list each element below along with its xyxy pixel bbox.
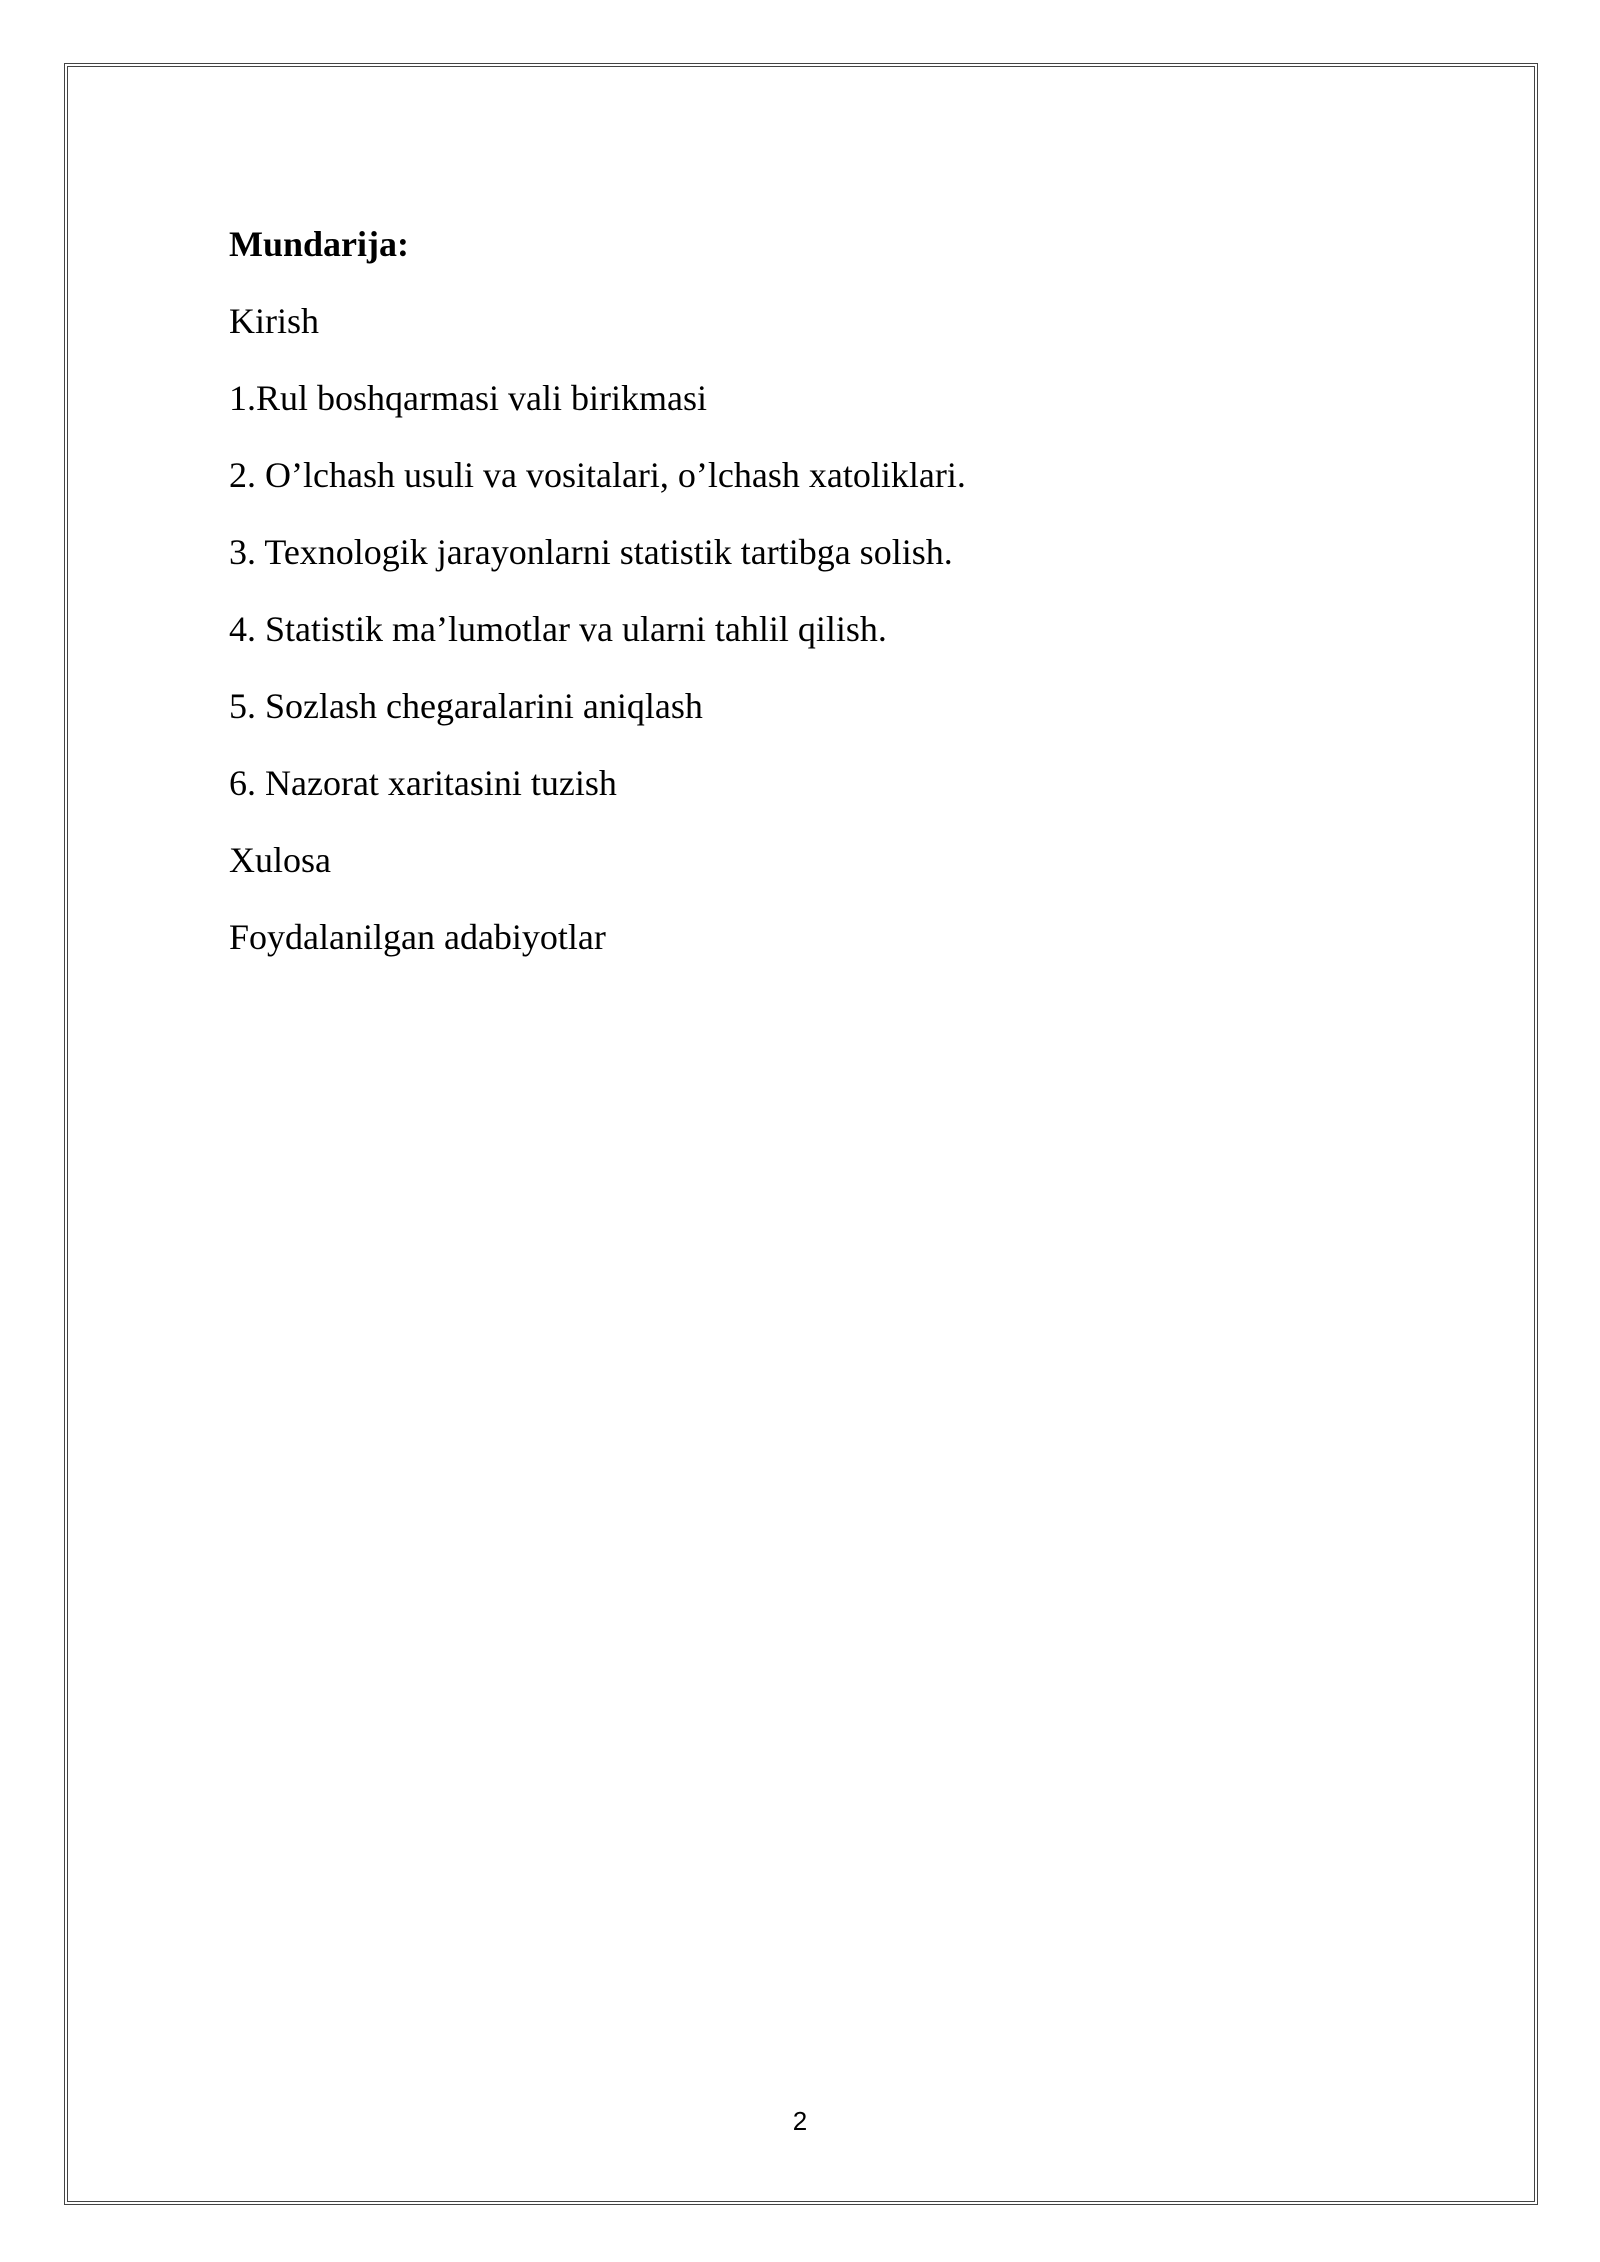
- table-of-contents: [229, 218, 1429, 988]
- toc-item-5: 5. Sozlash chegaralarini aniqlash: [229, 686, 703, 726]
- toc-item-references: Foydalanilgan adabiyotlar: [229, 917, 606, 957]
- toc-item-4: 4. Statistik ma’lumotlar va ularni tahlil qilish.: [229, 609, 887, 649]
- toc-item-2: 2. O’lchash usuli va vositalari, o’lchash xatoliklari.: [229, 455, 966, 495]
- toc-item-kirish: Kirish: [229, 301, 319, 341]
- toc-item-xulosa: Xulosa: [229, 840, 331, 880]
- toc-item-3: 3. Texnologik jarayonlarni statistik tartibga solish.: [229, 532, 953, 572]
- page-number: 2: [792, 2106, 808, 2136]
- toc-list: [229, 295, 1429, 963]
- toc-title: Mundarija:: [229, 224, 409, 264]
- toc-item-1: 1.Rul boshqarmasi vali birikmasi: [229, 378, 707, 418]
- toc-item-6: 6. Nazorat xaritasini tuzish: [229, 763, 617, 803]
